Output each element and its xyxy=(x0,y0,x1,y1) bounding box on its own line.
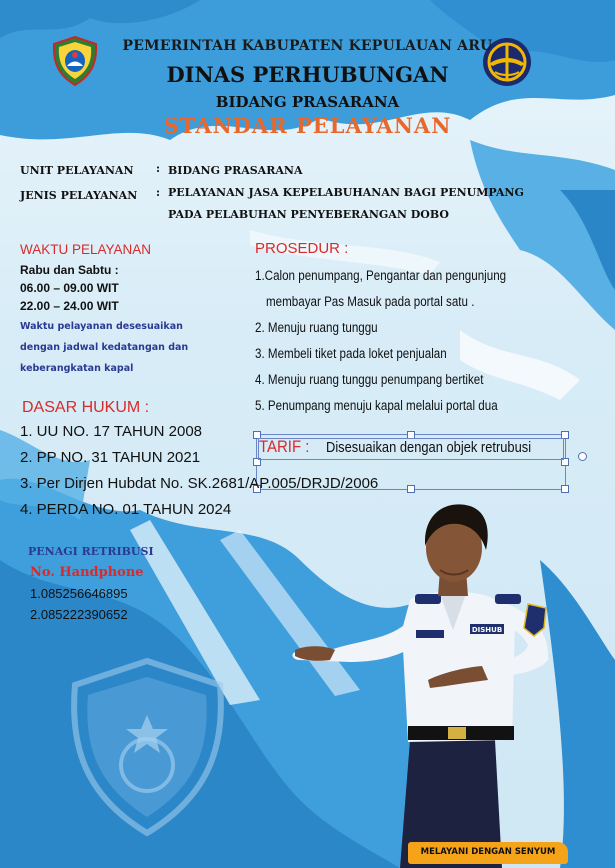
prosedur-step-4: 4. Menuju ruang tunggu penumpang bertiket xyxy=(255,372,484,387)
rotate-handle[interactable] xyxy=(578,452,587,461)
waktu-title: WAKTU PELAYANAN xyxy=(20,242,152,257)
dasar-item-4: 4. PERDA NO. 01 TAHUN 2024 xyxy=(20,501,232,518)
jenis-label: JENIS PELAYANAN xyxy=(20,189,138,202)
watermark-emblem xyxy=(60,655,235,840)
tarif-value: Disesuaikan dengan objek retrubusi xyxy=(326,439,532,456)
prosedur-step-1: 1.Calon penumpang, Pengantar dan pengunjung xyxy=(255,268,507,283)
officer-photo xyxy=(290,490,580,868)
prosedur-title: PROSEDUR : xyxy=(255,240,349,257)
jenis-value-line2: PADA PELABUHAN PENYEBERANGAN DOBO xyxy=(168,208,449,221)
dasar-item-2: 2. PP NO. 31 TAHUN 2021 xyxy=(20,449,201,466)
penagih-subtitle: No. Handphone xyxy=(30,565,144,580)
waktu-slot-1: 06.00 – 09.00 WIT xyxy=(20,281,119,295)
jenis-separator: : xyxy=(156,186,161,199)
slogan-text: MELAYANI DENGAN SENYUM xyxy=(420,847,556,857)
unit-label: UNIT PELAYANAN xyxy=(20,164,134,177)
dasar-title: DASAR HUKUM : xyxy=(22,399,150,416)
prosedur-step-1b: membayar Pas Masuk pada portal satu . xyxy=(266,294,475,309)
waktu-note-1: Waktu pelayanan desesuaikan xyxy=(20,321,183,332)
prosedur-step-3: 3. Membeli tiket pada loket penjualan xyxy=(255,346,447,361)
dasar-item-1: 1. UU NO. 17 TAHUN 2008 xyxy=(20,423,203,440)
unit-value: BIDANG PRASARANA xyxy=(168,164,303,177)
prosedur-step-2: 2. Menuju ruang tunggu xyxy=(255,320,378,335)
phone-1: 1.085256646895 xyxy=(30,586,128,601)
waktu-note-3: keberangkatan kapal xyxy=(20,363,134,374)
tarif-label: TARIF : xyxy=(259,437,310,456)
jenis-value-line1: PELAYANAN JASA KEPELABUHANAN BAGI PENUMPANG xyxy=(168,186,524,199)
prosedur-step-5: 5. Penumpang menuju kapal melalui portal dua xyxy=(255,398,498,413)
penagih-title: PENAGI RETRIBUSI xyxy=(28,545,154,558)
uniform-dishub-tag: DISHUB xyxy=(471,626,503,634)
waktu-note-2: dengan jadwal kedatangan dan xyxy=(20,342,189,353)
header-division: BIDANG PRASARANA xyxy=(215,93,400,111)
dasar-item-3: 3. Per Dirjen Hubdat No. SK.2681/AP.005/DRJD/2006 xyxy=(20,475,379,492)
header-service-standard: STANDAR PELAYANAN xyxy=(163,113,452,138)
phone-2: 2.085222390652 xyxy=(30,607,128,622)
slogan-badge xyxy=(408,842,568,864)
unit-separator: : xyxy=(156,162,161,175)
waktu-days: Rabu dan Sabtu : xyxy=(20,263,119,277)
header-government: PEMERINTAH KABUPATEN KEPULAUAN ARU xyxy=(122,38,493,54)
waktu-slot-2: 22.00 – 24.00 WIT xyxy=(20,299,119,313)
header-department: DINAS PERHUBUNGAN xyxy=(166,62,449,87)
